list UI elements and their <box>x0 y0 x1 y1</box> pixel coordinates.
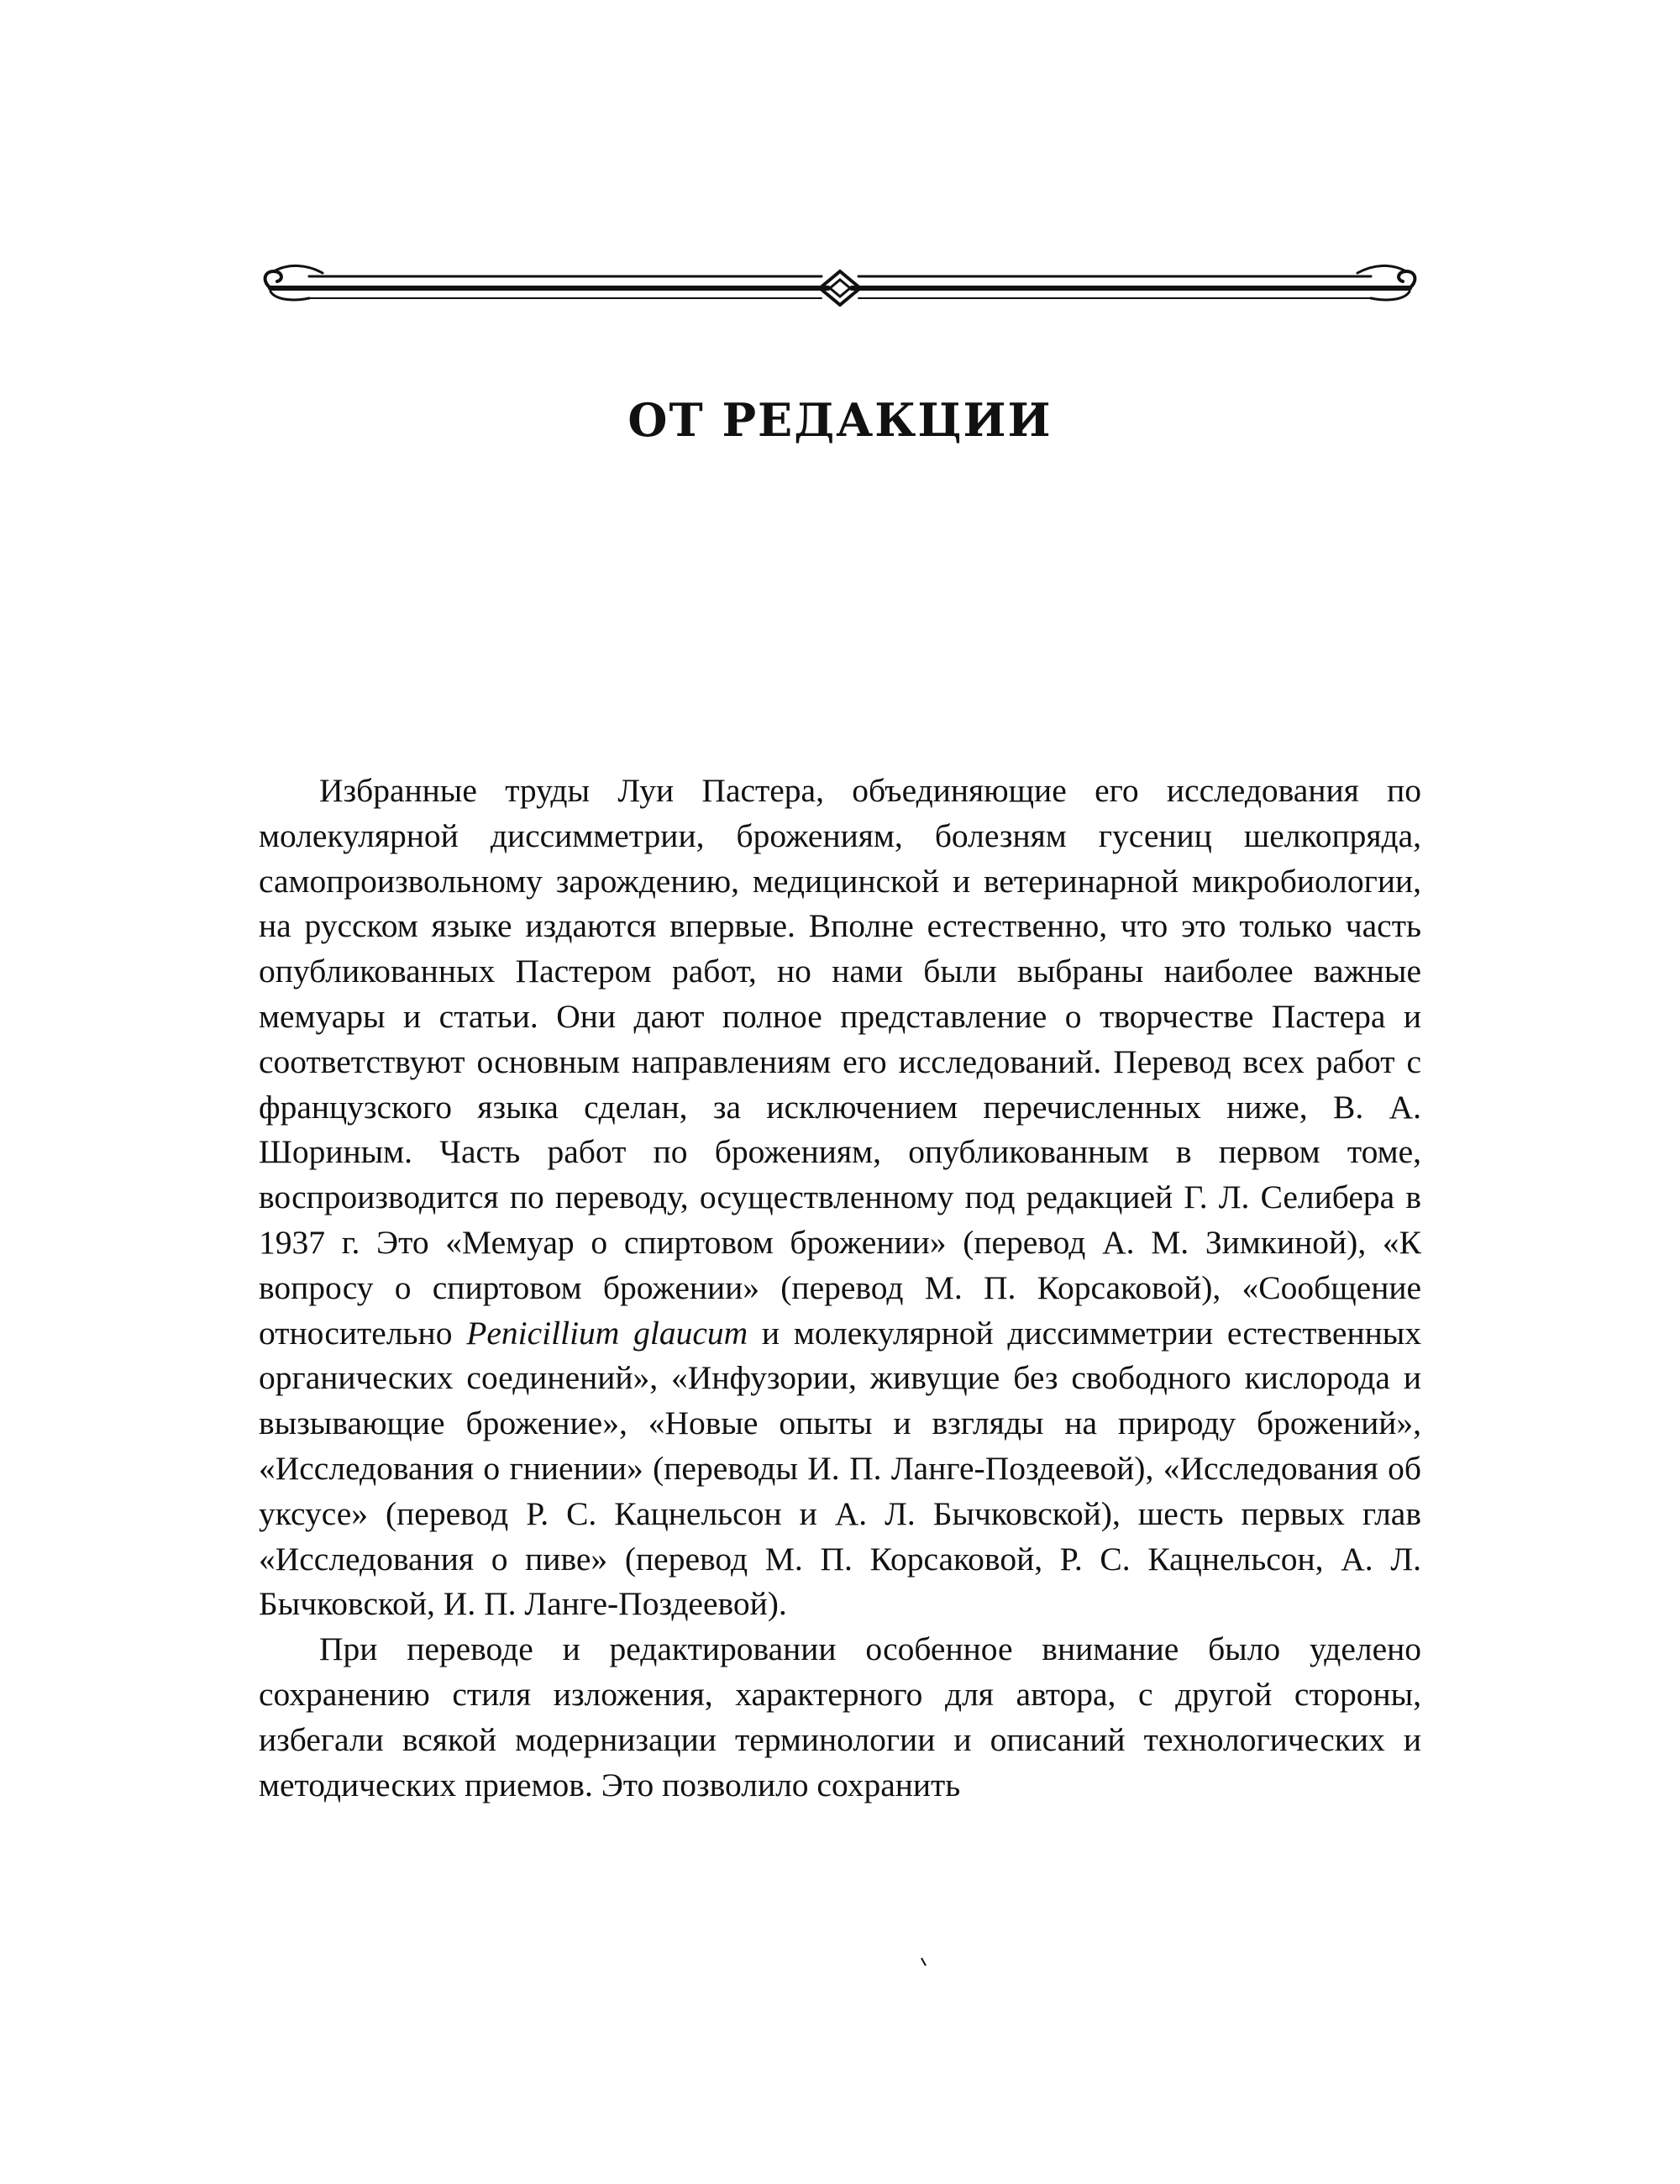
stray-mark-icon <box>921 1957 927 1967</box>
paragraph-1 <box>259 769 1421 1627</box>
paragraph-1-italic-term: Penicillium glaucum <box>466 1314 748 1352</box>
page-title: ОТ РЕДАКЦИИ <box>627 393 1053 447</box>
paragraph-1-part-1: Избранные труды Луи Пастера, объединяющие его исследования по молекулярной диссимметрии, брожениям, болезням гусениц шелкопряда, самопроизвольному зарождению, медицинской и ветеринарной микробиологии, на русском языке издаются впервые. Вполне естественно, что это только часть опубликованных Пастером работ, но нами были выбраны наиболее важные мемуары и статьи. Они дают полное представление о творчестве Пастера и соответствуют основным направлениям его исследований. Перевод всех работ с французского языка сделан, за исключением перечисленных ниже, В. А. Шориным. Часть работ по брожениям, опубликованным в первом томе, воспроизводится по переводу, осуществленному под редакцией Г. Л. Селибера в 1937 г. Это «Мемуар о спиртовом брожении» (перевод А. М. Зимкиной), «К вопросу о спиртовом брожении» (перевод М. П. Корсаковой), «Сообщение относительно <box>259 772 1421 1352</box>
body-text <box>259 769 1421 1808</box>
ornamental-rule-icon <box>259 256 1421 307</box>
paragraph-2: При переводе и редактировании особенное внимание было уделено сохранению стиля изложения, характерного для автора, с другой стороны, избегали всякой модернизации терминологии и описаний технологических и методических приемов. Это позволило сохранить <box>259 1630 1421 1803</box>
paragraph-1-part-2: и молекулярной диссимметрии естественных органических соединений», «Инфузории, живущие без свободного кислорода и вызывающие брожение», «Новые опыты и взгляды на природу брожений», «Исследования о гниении» (переводы И. П. Ланге-Поздеевой), «Исследования об уксусе» (перевод Р. С. Кацнельсон и А. Л. Бычковской), шесть первых глав «Исследования о пиве» (перевод М. П. Корсаковой, Р. С. Кацнельсон, А. Л. Бычковской, И. П. Ланге-Поздеевой). <box>259 1314 1422 1623</box>
